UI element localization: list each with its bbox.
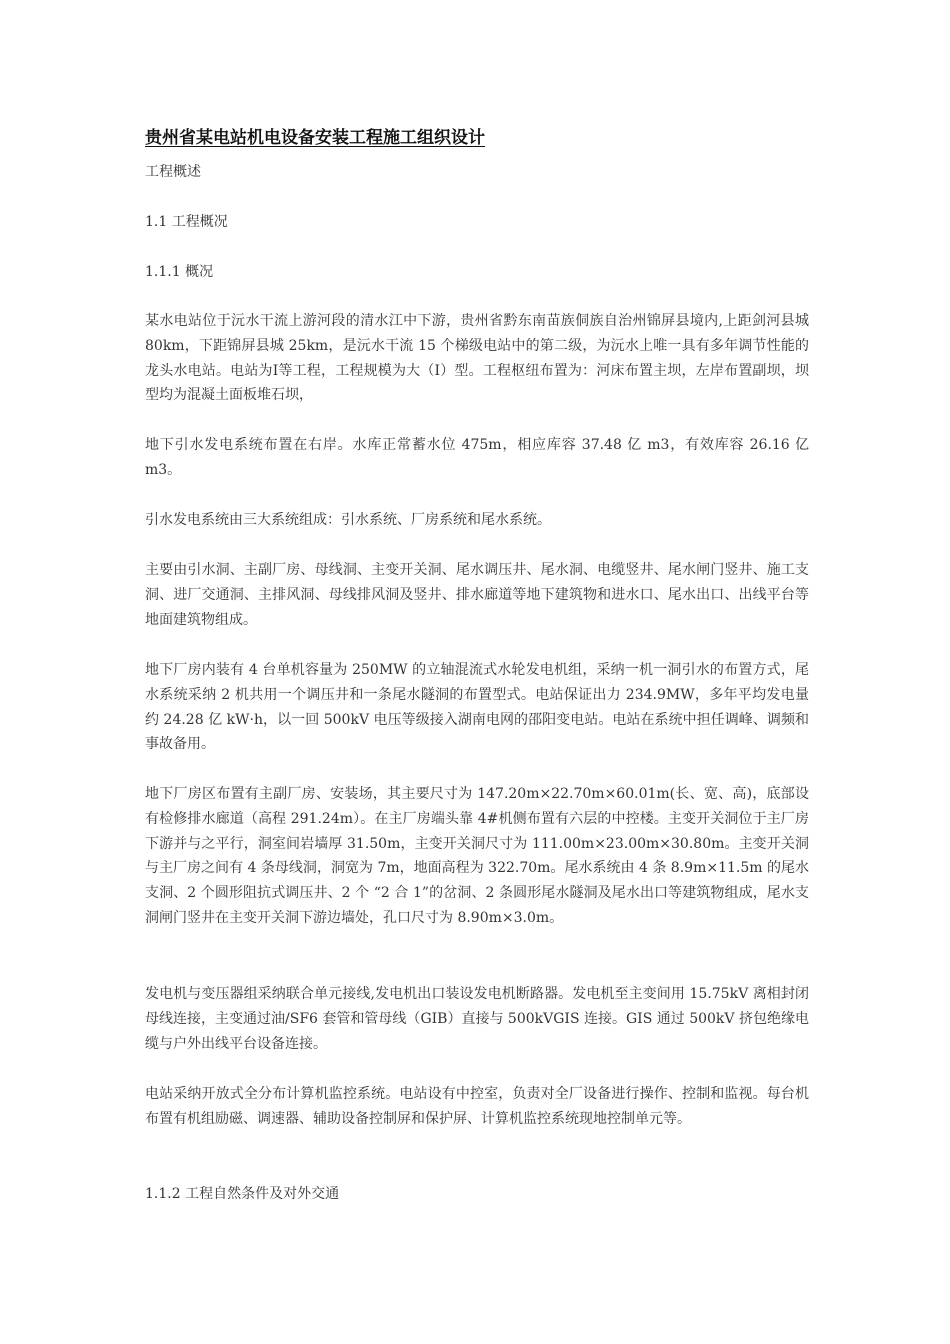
heading-1-1-1: 1.1.1 概况 xyxy=(145,264,214,280)
heading-overview: 工程概述 xyxy=(145,164,201,180)
paragraph-reservoir: 地下引水发电系统布置在右岸。水库正常蓄水位 475m，相应库容 37.48 亿 m3，有效库容 26.16 亿 m3。 xyxy=(145,437,809,478)
paragraph-wiring: 发电机与变压器组采纳联合单元接线,发电机出口装设发电机断路器。发电机至主变间用 15.75kV 离相封闭母线连接，主变通过油/SF6 套管和管母线（GIB）直接与 500kVGIS 连接。GIS 通过 500kV 挤包绝缘电缆与户外出线平台设备连接。 xyxy=(145,986,809,1052)
paragraph-structures: 主要由引水洞、主副厂房、母线洞、主变开关洞、尾水调压井、尾水洞、电缆竖井、尾水闸门竖井、施工支洞、进厂交通洞、主排风洞、母线排风洞及竖井、排水廊道等地下建筑物和进水口、尾水出口、出线平台等地面建筑物组成。 xyxy=(145,562,809,628)
paragraph-location: 某水电站位于沅水干流上游河段的清水江中下游，贵州省黔东南苗族侗族自治州锦屏县境内,上距剑河县城 80km，下距锦屏县城 25km，是沅水干流 15 个梯级电站中的第二级，为沅水上唯一具有多年调节性能的龙头水电站。电站为Ⅰ等工程，工程规模为大（I）型。工程枢纽布置为：河床布置主坝，左岸布置副坝，坝型均为混凝土面板堆石坝， xyxy=(145,313,809,404)
paragraph-monitoring: 电站采纳开放式全分布计算机监控系统。电站设有中控室，负责对全厂设备进行操作、控制和监视。每台机布置有机组励磁、调速器、辅助设备控制屏和保护屏、计算机监控系统现地控制单元等。 xyxy=(145,1086,809,1127)
document-title: 贵州省某电站机电设备安装工程施工组织设计 xyxy=(145,128,485,148)
heading-1-1: 1.1 工程概况 xyxy=(145,214,228,230)
paragraph-powerhouse: 地下厂房区布置有主副厂房、安装场，其主要尺寸为 147.20m×22.70m×60.01m(长、宽、高)，底部设有检修排水廊道（高程 291.24m）。在主厂房端头靠 4#机侧布置有六层的中控楼。主变开关洞位于主厂房下游并与之平行，洞室间岩墙厚 31.50m，主变开关洞尺寸为 111.00m×23.00m×30.80m。主变开关洞与主厂房之间有 4 条母线洞，洞宽为 7m，地面高程为 322.70m。尾水系统由 4 条 8.9m×11.5m 的尾水支洞、2 个圆形阻抗式调压井、2 个 “2 合 1”的岔洞、2 条圆形尾水隧洞及尾水出口等建筑物组成，尾水支洞闸门竖井在主变开关洞下游边墙处，孔口尺寸为 8.90m×3.0m。 xyxy=(145,786,809,926)
heading-1-1-2: 1.1.2 工程自然条件及对外交通 xyxy=(145,1186,340,1202)
paragraph-systems: 引水发电系统由三大系统组成：引水系统、厂房系统和尾水系统。 xyxy=(145,512,551,528)
paragraph-units: 地下厂房内装有 4 台单机容量为 250MW 的立轴混流式水轮发电机组，采纳一机一洞引水的布置方式，尾水系统采纳 2 机共用一个调压井和一条尾水隧洞的布置型式。电站保证出力 234.9MW，多年平均发电量约 24.28 亿 kW·h，以一回 500kV 电压等级接入湖南电网的邵阳变电站。电站在系统中担任调峰、调频和事故备用。 xyxy=(145,662,809,753)
